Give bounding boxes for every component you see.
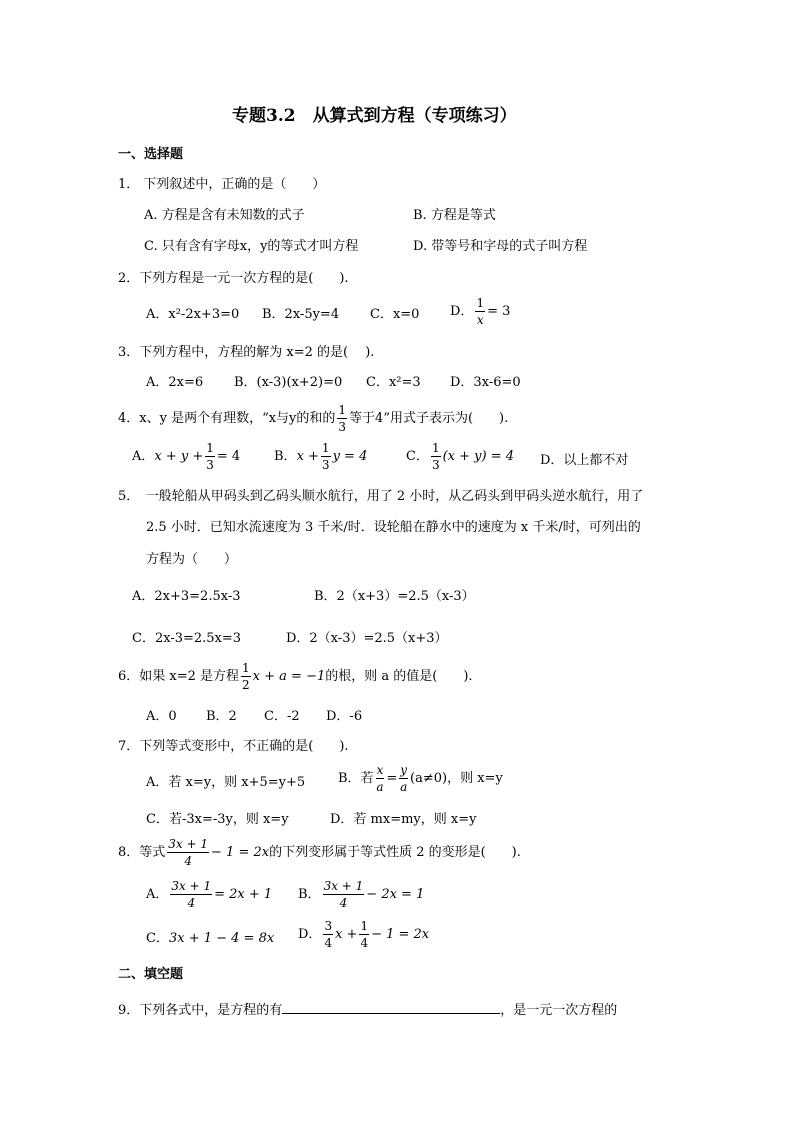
q1-option-c: C. 只有含有字母x，y的等式才叫方程 (144, 239, 359, 254)
q3-option-a: A．2x=6 (146, 375, 204, 390)
q2-option-b: B．2x-5y=4 (262, 307, 340, 322)
q5-option-d: D．2（x-3）=2.5（x+3） (286, 631, 448, 646)
q2-option-d: D． $\frac{1}{x}$ = 3 (450, 296, 511, 327)
q4-option-b: B． x + $\frac{1}{3}$ y = 4 (274, 441, 368, 472)
q3-option-d: D．3x-6=0 (450, 375, 521, 390)
q5-option-c: C．2x-3=2.5x=3 (132, 631, 242, 646)
q1-option-b: B. 方程是等式 (413, 208, 496, 223)
q5-option-a: A．2x+3=2.5x-3 (132, 589, 241, 604)
q8-stem: 8．等式 $\frac{3x + 1}{4}$ − 1 = 2x 的下列变形属于等式性质 2 的变形是( ). (118, 837, 521, 868)
q5-line-2: 2.5 小时．已知水流速度为 3 千米/时．设轮船在静水中的速度为 x 千米/时，可列出的 (146, 520, 641, 535)
answer-blank[interactable] (282, 1000, 500, 1014)
fraction: $\frac{1}{3}$ (206, 441, 214, 472)
q3-option-c: C．x²=3 (366, 375, 421, 390)
fraction: $\frac{1}{4}$ (360, 919, 369, 950)
q6-option-b: B．2 (206, 709, 237, 724)
fraction: $\frac{1}{3}$ (338, 403, 347, 434)
q8-option-c: C． 3x + 1 − 4 = 8x (146, 931, 275, 946)
fraction: $\frac{3x + 1}{4}$ (171, 879, 212, 910)
q6-option-d: D．-6 (326, 709, 363, 724)
q7-option-a: A．若 x=y，则 x+5=y+5 (146, 775, 306, 790)
q5-line-1: 5． 一般轮船从甲码头到乙码头顺水航行，用了 2 小时，从乙码头到甲码头逆水航行，用了 (118, 489, 644, 504)
fraction: $\frac{3}{4}$ (324, 919, 333, 950)
fraction: $\frac{1}{x}$ (476, 296, 485, 327)
section-fill-heading: 二、填空题 (118, 967, 184, 982)
q6-stem: 6．如果 x=2 是方程 $\frac{1}{2}$ x + a = −1 的根，则 a 的值是( ). (118, 661, 473, 692)
fraction: $\frac{y}{a}$ (400, 763, 408, 794)
q6-option-c: C．-2 (264, 709, 300, 724)
q7-option-c: C．若-3x=-3y，则 x=y (146, 812, 289, 827)
fraction: $\frac{3x + 1}{4}$ (168, 837, 209, 868)
q6-option-a: A．0 (146, 709, 177, 724)
q4-option-a: A． x + y + $\frac{1}{3}$ = 4 (132, 441, 241, 472)
q1-option-d: D. 带等号和字母的式子叫方程 (413, 239, 588, 254)
q4-option-d: D．以上都不对 (540, 453, 629, 468)
q2-option-c: C．x=0 (370, 307, 420, 322)
q3-option-b: B．(x-3)(x+2)=0 (234, 375, 343, 390)
section-choice-heading: 一、选择题 (118, 147, 184, 162)
q4-stem: 4．x、y 是两个有理数，“x与y的和的 $\frac{1}{3}$ 等于4”用式子表示为( ). (118, 403, 509, 434)
fraction: $\frac{x}{a}$ (376, 763, 384, 794)
q8-option-d: D． $\frac{3}{4}$ x + $\frac{1}{4}$ − 1 = 2x (298, 919, 430, 950)
q5-line-3: 方程为（ ） (146, 552, 238, 567)
q9-stem: 9．下列各式中，是方程的有 ，是一元一次方程的 (118, 1000, 617, 1017)
q5-option-b: B．2（x+3）=2.5（x-3） (314, 589, 475, 604)
fraction: $\frac{3x + 1}{4}$ (323, 879, 364, 910)
q3-stem: 3．下列方程中，方程的解为 x=2 的是( ). (118, 345, 375, 360)
q4-option-c: C． $\frac{1}{3}$ (x + y) = 4 (406, 441, 514, 472)
q2-stem: 2．下列方程是一元一次方程的是( ). (118, 271, 349, 286)
page-title: 专题3.2 从算式到方程（专项练习） (232, 106, 517, 126)
q8-option-a: A． $\frac{3x + 1}{4}$ = 2x + 1 (146, 879, 273, 910)
q7-stem: 7．下列等式变形中，不正确的是( ). (118, 739, 349, 754)
q7-option-d: D．若 mx=my，则 x=y (330, 812, 477, 827)
fraction: $\frac{1}{3}$ (321, 441, 330, 472)
q1-stem: 1． 下列叙述中，正确的是（ ） (118, 177, 326, 192)
q1-option-a: A. 方程是含有未知数的式子 (144, 208, 305, 223)
fraction: $\frac{1}{3}$ (431, 441, 440, 472)
q8-option-b: B． $\frac{3x + 1}{4}$ − 2x = 1 (298, 879, 425, 910)
fraction: $\frac{1}{2}$ (242, 661, 250, 692)
q7-option-b: B．若 $\frac{x}{a}$ = $\frac{y}{a}$ (a≠0)，则 x=y (338, 763, 503, 794)
q2-option-a: A．x²-2x+3=0 (146, 307, 240, 322)
